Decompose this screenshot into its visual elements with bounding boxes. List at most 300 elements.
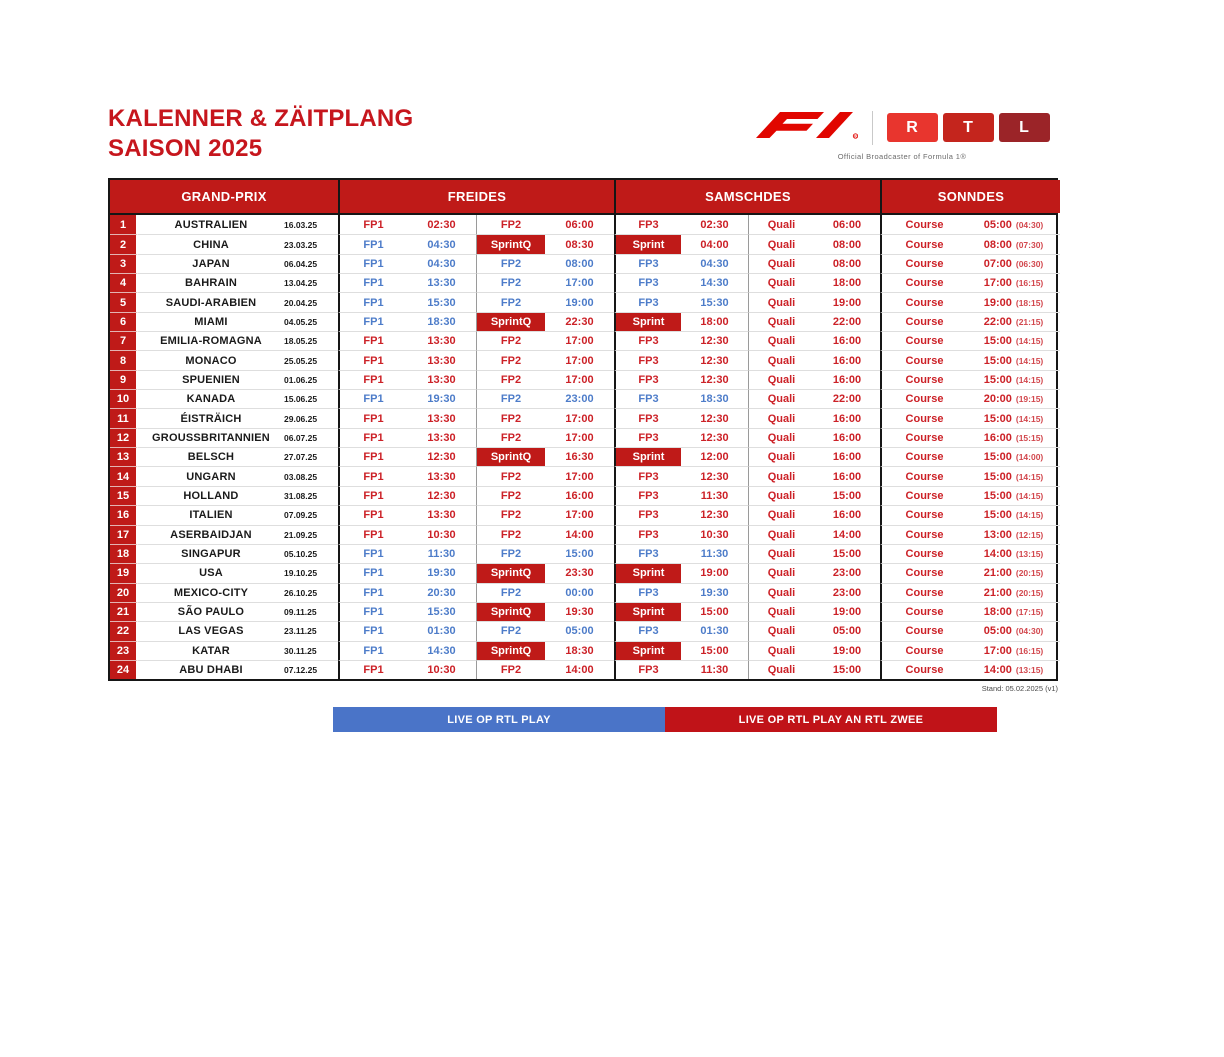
- session-label: Course: [880, 428, 967, 447]
- title-line1: KALENNER & ZÄITPLANG: [108, 105, 414, 132]
- session-label: Quali: [748, 583, 814, 602]
- session-time: 16:30: [545, 447, 614, 466]
- session-time: 08:00: [545, 254, 614, 273]
- session-label: FP2: [476, 273, 545, 292]
- course-time: [967, 428, 1060, 447]
- session-time: 19:00: [814, 641, 880, 660]
- session-label: Course: [880, 544, 967, 563]
- session-time: 16:00: [545, 486, 614, 505]
- race-number: 19: [110, 563, 138, 582]
- session-time: 22:30: [545, 312, 614, 331]
- race-number: 24: [110, 660, 138, 679]
- session-time: 00:00: [545, 583, 614, 602]
- session-label: FP1: [338, 428, 407, 447]
- table-row: [110, 583, 1056, 602]
- session-label: SprintQ: [476, 641, 545, 660]
- session-label: Course: [880, 389, 967, 408]
- session-label: FP1: [338, 602, 407, 621]
- session-label: Course: [880, 370, 967, 389]
- session-time: 23:00: [814, 563, 880, 582]
- session-label: Course: [880, 602, 967, 621]
- course-main-time: 21:00: [983, 567, 1012, 580]
- race-date: 03.08.25: [284, 466, 338, 485]
- session-label: Quali: [748, 428, 814, 447]
- session-label: FP3: [614, 486, 681, 505]
- course-alt-time: (14:00): [1015, 452, 1044, 463]
- session-label: Sprint: [614, 312, 681, 331]
- session-label: FP3: [614, 505, 681, 524]
- race-date: 31.08.25: [284, 486, 338, 505]
- session-label: Quali: [748, 641, 814, 660]
- session-label: Course: [880, 447, 967, 466]
- session-label: FP3: [614, 583, 681, 602]
- course-time: [967, 408, 1060, 427]
- page: [108, 104, 1060, 732]
- course-main-time: 15:00: [983, 354, 1012, 367]
- table-row: [110, 660, 1056, 679]
- race-name: CHINA: [138, 234, 284, 253]
- table-row: [110, 602, 1056, 621]
- race-name: LAS VEGAS: [138, 621, 284, 640]
- session-label: FP1: [338, 583, 407, 602]
- session-label: FP3: [614, 215, 681, 234]
- session-time: 12:00: [681, 447, 748, 466]
- session-time: 19:30: [545, 602, 614, 621]
- race-date: 20.04.25: [284, 292, 338, 311]
- race-name: AUSTRALIEN: [174, 218, 248, 231]
- session-label: Course: [880, 505, 967, 524]
- session-time: 01:30: [681, 621, 748, 640]
- table-row: [110, 563, 1056, 582]
- f1-logo-icon: [754, 110, 858, 145]
- title-line2: SAISON 2025: [108, 135, 263, 162]
- session-time: 18:30: [407, 312, 476, 331]
- session-time: 18:00: [814, 273, 880, 292]
- race-number: 10: [110, 389, 138, 408]
- session-label: FP2: [476, 660, 545, 679]
- course-alt-time: (16:15): [1015, 278, 1044, 289]
- session-time: 15:00: [681, 641, 748, 660]
- race-number: 17: [110, 525, 138, 544]
- session-time: 11:30: [407, 544, 476, 563]
- course-main-time: 14:00: [983, 664, 1012, 677]
- session-label: SprintQ: [476, 602, 545, 621]
- session-label: FP2: [476, 525, 545, 544]
- session-time: 10:30: [407, 525, 476, 544]
- session-time: 16:00: [814, 331, 880, 350]
- session-time: 17:00: [545, 408, 614, 427]
- table-row: [110, 370, 1056, 389]
- table-row: [110, 350, 1056, 369]
- session-time: 13:30: [407, 370, 476, 389]
- rtl-logo-icon: [887, 113, 1050, 142]
- session-time: 02:30: [427, 218, 456, 231]
- session-label: Course: [880, 641, 967, 660]
- session-label: FP1: [338, 563, 407, 582]
- session-label: FP2: [476, 544, 545, 563]
- session-label: Course: [880, 331, 967, 350]
- course-time: [967, 331, 1060, 350]
- course-main-time: 16:00: [983, 431, 1012, 444]
- race-number: 4: [110, 273, 138, 292]
- course-time: [967, 563, 1060, 582]
- session-time: 18:30: [681, 389, 748, 408]
- course-alt-time: (21:15): [1015, 316, 1044, 327]
- race-number: 11: [110, 408, 138, 427]
- session-label: FP3: [614, 544, 681, 563]
- race-number: 23: [110, 641, 138, 660]
- table-row: [110, 544, 1056, 563]
- session-label: FP1: [338, 273, 407, 292]
- session-time: 19:30: [407, 563, 476, 582]
- session-label: FP3: [614, 621, 681, 640]
- session-time: 16:00: [814, 408, 880, 427]
- session-label: SprintQ: [476, 312, 545, 331]
- session-label: FP1: [338, 292, 407, 311]
- session-label: FP2: [476, 505, 545, 524]
- session-label: FP1: [338, 350, 407, 369]
- table-row: [110, 621, 1056, 640]
- session-time: 14:00: [545, 525, 614, 544]
- race-name: MONACO: [138, 350, 284, 369]
- session-label: FP1: [338, 525, 407, 544]
- session-label: Course: [880, 215, 967, 234]
- session-time: 17:00: [545, 370, 614, 389]
- race-date: 23.03.25: [284, 234, 338, 253]
- session-time: 12:30: [407, 486, 476, 505]
- race-name: MEXICO-CITY: [138, 583, 284, 602]
- legend-rtl-play: LIVE OP RTL PLAY: [333, 707, 665, 732]
- table-row: [110, 428, 1056, 447]
- race-date: 16.03.25: [284, 219, 318, 230]
- header-friday: FREIDES: [338, 180, 614, 213]
- session-label: Quali: [748, 350, 814, 369]
- session-time: 08:30: [545, 234, 614, 253]
- session-time: 14:30: [681, 273, 748, 292]
- session-label: FP2: [476, 254, 545, 273]
- broadcaster-logos: [754, 110, 1050, 161]
- race-date: 26.10.25: [284, 583, 338, 602]
- session-label: Quali: [748, 621, 814, 640]
- session-label: FP3: [614, 331, 681, 350]
- header-sunday: SONNDES: [880, 180, 1060, 213]
- session-time: 10:30: [681, 525, 748, 544]
- session-label: FP3: [614, 273, 681, 292]
- race-date: 21.09.25: [284, 525, 338, 544]
- race-date: 06.07.25: [284, 428, 338, 447]
- legend: [333, 707, 997, 732]
- session-time: 16:00: [814, 505, 880, 524]
- session-label: Course: [880, 254, 967, 273]
- session-label: FP3: [614, 254, 681, 273]
- session-time: 23:00: [545, 389, 614, 408]
- table-row: [110, 505, 1056, 524]
- race-name: ÉISTRÄICH: [138, 408, 284, 427]
- race-number: 7: [110, 331, 138, 350]
- session-label: Course: [880, 408, 967, 427]
- course-alt-time: (14:15): [1015, 413, 1044, 424]
- session-label: Quali: [748, 254, 814, 273]
- session-label: Course: [880, 563, 967, 582]
- session-label: SprintQ: [476, 234, 545, 253]
- session-label: Sprint: [614, 447, 681, 466]
- session-time: 16:00: [814, 370, 880, 389]
- course-main-time: 19:00: [983, 296, 1012, 309]
- course-main-time: 17:00: [983, 277, 1012, 290]
- logo-row: [754, 110, 1050, 145]
- session-label: Quali: [748, 505, 814, 524]
- session-time: 04:30: [407, 254, 476, 273]
- session-label: FP3: [614, 525, 681, 544]
- race-number: 9: [110, 370, 138, 389]
- session-time: 19:00: [545, 292, 614, 311]
- session-label: Quali: [748, 331, 814, 350]
- session-label: Sprint: [614, 563, 681, 582]
- session-label: Quali: [748, 234, 814, 253]
- race-number: 18: [110, 544, 138, 563]
- race-number: 12: [110, 428, 138, 447]
- session-label: FP2: [476, 408, 545, 427]
- session-time: 17:00: [545, 331, 614, 350]
- session-label: Quali: [748, 215, 814, 234]
- session-time: 13:30: [407, 428, 476, 447]
- race-name: BAHRAIN: [138, 273, 284, 292]
- race-date: 01.06.25: [284, 370, 338, 389]
- table-row: [110, 312, 1056, 331]
- course-time: [967, 350, 1060, 369]
- session-time: 19:00: [681, 563, 748, 582]
- race-number: 6: [110, 312, 138, 331]
- page-header: [108, 104, 1060, 164]
- course-time: [967, 215, 1060, 234]
- session-time: 15:00: [814, 486, 880, 505]
- course-alt-time: (18:15): [1015, 297, 1044, 308]
- session-label: Quali: [748, 447, 814, 466]
- session-time: 17:00: [545, 273, 614, 292]
- svg-text:R: R: [854, 133, 857, 139]
- race-date: 07.09.25: [284, 505, 338, 524]
- session-time: 12:30: [681, 350, 748, 369]
- course-time: [967, 660, 1060, 679]
- course-time: [967, 312, 1060, 331]
- course-alt-time: (14:15): [1015, 374, 1044, 385]
- session-label: FP2: [476, 215, 545, 234]
- session-label: Course: [880, 312, 967, 331]
- session-time: 14:00: [814, 525, 880, 544]
- session-time: 15:00: [545, 544, 614, 563]
- course-time: [967, 525, 1060, 544]
- course-alt-time: (14:15): [1015, 510, 1044, 521]
- session-time: 13:30: [407, 350, 476, 369]
- race-name: ABU DHABI: [138, 660, 284, 679]
- session-label: FP2: [476, 370, 545, 389]
- rtl-logo-letter-r: R: [887, 113, 938, 142]
- session-label: FP2: [476, 428, 545, 447]
- session-label: Quali: [748, 312, 814, 331]
- course-alt-time: (12:15): [1015, 529, 1044, 540]
- session-time: 14:30: [407, 641, 476, 660]
- session-label: Course: [880, 660, 967, 679]
- race-date: 25.05.25: [284, 350, 338, 369]
- course-main-time: 15:00: [983, 451, 1012, 464]
- rtl-logo-letter-t: T: [943, 113, 994, 142]
- race-number: 14: [110, 466, 138, 485]
- course-alt-time: (13:15): [1015, 665, 1044, 676]
- session-time: 05:00: [545, 621, 614, 640]
- race-name: GROUSSBRITANNIEN: [138, 428, 284, 447]
- session-time: 15:30: [407, 292, 476, 311]
- course-main-time: 15:00: [983, 335, 1012, 348]
- session-time: 19:00: [814, 602, 880, 621]
- session-label: Quali: [748, 408, 814, 427]
- course-main-time: 05:00: [983, 218, 1012, 231]
- race-date: 18.05.25: [284, 331, 338, 350]
- session-label: Quali: [748, 273, 814, 292]
- session-label: FP3: [614, 389, 681, 408]
- session-time: 17:00: [545, 428, 614, 447]
- session-label: FP2: [476, 621, 545, 640]
- session-label: FP1: [338, 486, 407, 505]
- race-number: 13: [110, 447, 138, 466]
- session-time: 14:00: [545, 660, 614, 679]
- course-alt-time: (15:15): [1015, 432, 1044, 443]
- session-time: 08:00: [814, 254, 880, 273]
- session-time: 04:30: [681, 254, 748, 273]
- session-label: Sprint: [614, 602, 681, 621]
- session-time: 05:00: [814, 621, 880, 640]
- session-time: 15:00: [681, 602, 748, 621]
- session-time: 16:00: [814, 350, 880, 369]
- course-time: [967, 389, 1060, 408]
- race-number: 8: [110, 350, 138, 369]
- course-time: [967, 486, 1060, 505]
- session-time: 22:00: [814, 389, 880, 408]
- table-header-row: [110, 180, 1056, 213]
- race-number: 21: [110, 602, 138, 621]
- session-time: 19:30: [407, 389, 476, 408]
- session-label: Quali: [748, 544, 814, 563]
- race-name: BELSCH: [138, 447, 284, 466]
- course-alt-time: (14:15): [1015, 490, 1044, 501]
- session-time: 12:30: [681, 505, 748, 524]
- course-time: [967, 602, 1060, 621]
- version-note: Stand: 05.02.2025 (v1): [981, 684, 1058, 694]
- session-label: FP2: [476, 331, 545, 350]
- session-label: FP2: [476, 486, 545, 505]
- session-time: 04:00: [681, 234, 748, 253]
- race-name: UNGARN: [138, 466, 284, 485]
- race-name: EMILIA-ROMAGNA: [138, 331, 284, 350]
- header-saturday: SAMSCHDES: [614, 180, 880, 213]
- session-time: 11:30: [681, 660, 748, 679]
- session-label: Quali: [748, 389, 814, 408]
- race-date: 30.11.25: [284, 641, 338, 660]
- session-label: Sprint: [614, 234, 681, 253]
- course-alt-time: (20:15): [1015, 587, 1044, 598]
- logo-divider: [872, 111, 873, 145]
- table-row: [110, 641, 1056, 660]
- session-time: 02:30: [700, 218, 729, 231]
- session-time: 17:00: [545, 505, 614, 524]
- session-time: 16:00: [814, 428, 880, 447]
- session-label: Quali: [748, 370, 814, 389]
- session-label: FP3: [614, 370, 681, 389]
- session-time: 17:00: [545, 350, 614, 369]
- session-label: Quali: [748, 563, 814, 582]
- course-alt-time: (19:15): [1015, 394, 1044, 405]
- session-label: FP1: [338, 621, 407, 640]
- table-row: [110, 215, 1056, 234]
- course-time: [967, 234, 1060, 253]
- race-name: HOLLAND: [138, 486, 284, 505]
- session-label: Quali: [748, 486, 814, 505]
- session-label: FP1: [338, 544, 407, 563]
- session-label: Course: [880, 466, 967, 485]
- race-number: 16: [110, 505, 138, 524]
- session-label: FP1: [338, 215, 407, 234]
- course-alt-time: (17:15): [1015, 607, 1044, 618]
- course-time: [967, 544, 1060, 563]
- session-time: 15:30: [407, 602, 476, 621]
- session-time: 22:00: [814, 312, 880, 331]
- course-main-time: 15:00: [983, 470, 1012, 483]
- session-label: FP3: [614, 428, 681, 447]
- course-time: [967, 273, 1060, 292]
- table-row: [110, 486, 1056, 505]
- race-name: SINGAPUR: [138, 544, 284, 563]
- session-label: FP1: [338, 331, 407, 350]
- table-row: [110, 273, 1056, 292]
- course-alt-time: (16:15): [1015, 645, 1044, 656]
- session-label: Quali: [748, 660, 814, 679]
- session-time: 13:30: [407, 273, 476, 292]
- race-date: 06.04.25: [284, 254, 338, 273]
- course-time: [967, 641, 1060, 660]
- course-alt-time: (04:30): [1015, 219, 1044, 230]
- race-name: USA: [138, 563, 284, 582]
- session-time: 11:30: [681, 544, 748, 563]
- session-time: 23:00: [814, 583, 880, 602]
- race-date: 04.05.25: [284, 312, 338, 331]
- race-name: JAPAN: [138, 254, 284, 273]
- session-time: 19:30: [681, 583, 748, 602]
- race-date: 23.11.25: [284, 621, 338, 640]
- session-label: FP2: [476, 389, 545, 408]
- race-date: 29.06.25: [284, 408, 338, 427]
- course-time: [967, 466, 1060, 485]
- session-label: FP2: [476, 292, 545, 311]
- session-time: 13:30: [407, 505, 476, 524]
- session-label: FP1: [338, 641, 407, 660]
- race-name: MIAMI: [138, 312, 284, 331]
- session-label: Quali: [748, 292, 814, 311]
- session-time: 01:30: [407, 621, 476, 640]
- course-main-time: 18:00: [983, 606, 1012, 619]
- course-alt-time: (14:15): [1015, 471, 1044, 482]
- session-time: 16:00: [814, 466, 880, 485]
- course-time: [967, 621, 1060, 640]
- session-label: FP1: [338, 505, 407, 524]
- session-label: Course: [880, 273, 967, 292]
- session-label: FP1: [338, 408, 407, 427]
- session-label: Course: [880, 621, 967, 640]
- session-time: 10:30: [407, 660, 476, 679]
- session-time: 13:30: [407, 331, 476, 350]
- session-label: SprintQ: [476, 563, 545, 582]
- race-name: SAUDI-ARABIEN: [138, 292, 284, 311]
- race-number: 5: [110, 292, 138, 311]
- course-main-time: 15:00: [983, 489, 1012, 502]
